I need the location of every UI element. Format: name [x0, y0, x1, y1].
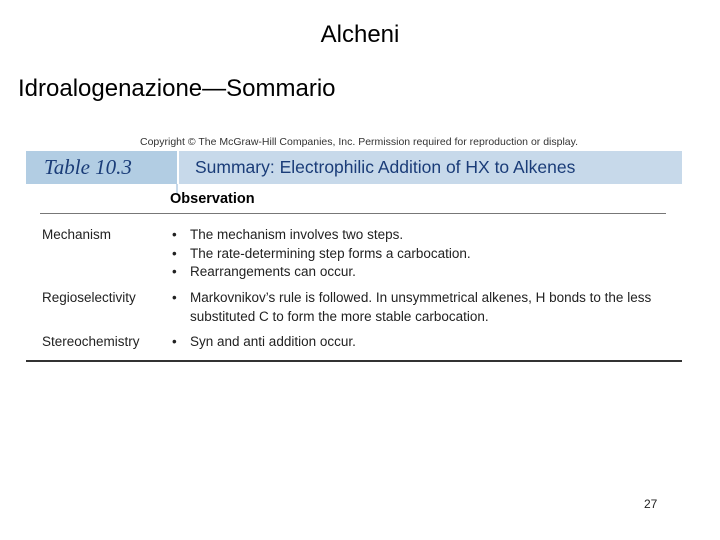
- row-label-regioselectivity: Regioselectivity: [42, 290, 136, 305]
- row-label-mechanism: Mechanism: [42, 227, 112, 242]
- copyright-notice: Copyright © The McGraw-Hill Companies, Inc. Permission required for reproduction or display.: [140, 136, 579, 148]
- observation-list-stereochemistry: [172, 333, 660, 352]
- row-label-stereochemistry: Stereochemistry: [42, 334, 140, 349]
- table-number: Table 10.3: [26, 151, 177, 184]
- slide-title: Alcheni: [320, 21, 400, 48]
- heading-rule: [40, 213, 666, 214]
- slide-subtitle: Idroalogenazione—Sommario: [18, 75, 336, 102]
- observation-item: • The mechanism involves two steps.: [172, 226, 660, 245]
- table-header-bar: [26, 151, 682, 184]
- table-bottom-rule: [26, 360, 682, 362]
- observation-item: • The rate-determining step forms a carbocation.: [172, 245, 660, 264]
- observation-item: • Markovnikov’s rule is followed. In unsymmetrical alkenes, H bonds to the less substituted C to form the more stable carbocation.: [172, 289, 670, 326]
- observation-list-mechanism: [172, 226, 660, 282]
- observation-item: • Syn and anti addition occur.: [172, 333, 660, 352]
- table-caption: Summary: Electrophilic Addition of HX to Alkenes: [195, 157, 576, 177]
- column-heading-observation: Observation: [170, 191, 255, 207]
- observation-list-regioselectivity: [172, 289, 670, 326]
- page-number: 27: [644, 497, 658, 511]
- observation-item: • Rearrangements can occur.: [172, 263, 660, 282]
